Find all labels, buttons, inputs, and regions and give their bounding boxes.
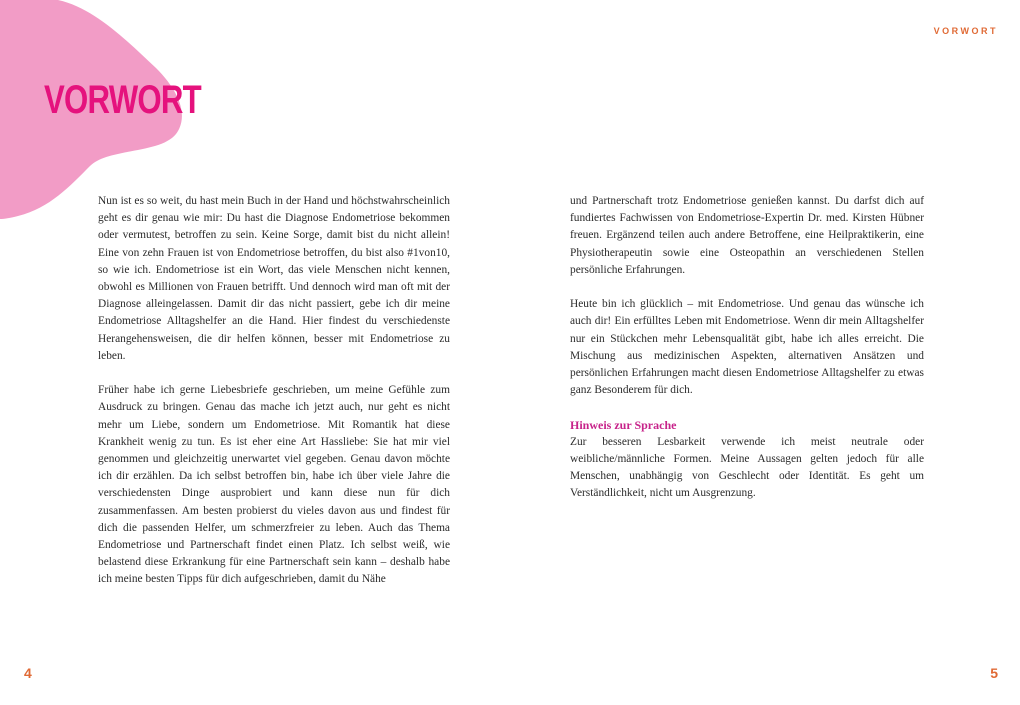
paragraph: und Partnerschaft trotz Endometriose genießen kannst. Du darfst dich auf fundiertes Fachwissen von Endometriose-Expertin Dr. med. Kirsten Hübner freuen. Ergänzend teilen auch andere Betroffene, eine Heilpraktikerin, eine Physiotherapeutin sowie eine Osteopathin an verschiedenen Stellen persönliche Erfahrungen. — [570, 195, 924, 276]
page-title: VORWORT — [44, 78, 201, 122]
language-note-heading: Hinweis zur Sprache — [570, 417, 677, 432]
running-head: VORWORT — [933, 26, 998, 36]
right-column — [570, 193, 924, 520]
language-note-text: Zur besseren Lesbarkeit verwende ich meist neutrale oder weibliche/männliche Formen. Meine Aussagen gelten jedoch für alle Menschen, unabhängig von Geschlecht oder Identität. Es geht um Verständlichkeit, nicht um Ausgrenzung. — [570, 435, 924, 500]
paragraph: Nun ist es so weit, du hast mein Buch in der Hand und höchstwahrscheinlich geht es dir genau wie mir: Du hast die Diagnose Endometriose bekommen oder vermutest, betroffen zu sein. Keine Sorge, damit bist du nicht allein! Eine von zehn Frauen ist von Endometriose betroffen, du bist also #1von10, so wie ich. Endometriose ist ein Wort, das viele Menschen nicht kennen, obwohl es Millionen von Frauen betrifft. Und dennoch wird man oft mit der Diagnose alleingelassen. Damit dir das nicht passiert, gebe ich dir meine Endometriose Alltagshelfer an die Hand. Hier findest du verschiedenste Herangehensweisen, die dir helfen können, besser mit Endometriose zu leben. — [98, 195, 450, 362]
paragraph: Heute bin ich glücklich – mit Endometriose. Und genau das wünsche ich auch dir! Ein erfülltes Leben mit Endometriose. Wenn dir mein Alltagshelfer nur ein Stückchen mehr Lebensqualität gibt, habe ich alles erreicht. Die Mischung aus medizinischen Aspekten, alternativen Ansätzen und persönlichen Erfahrungen macht diesen Endometriose Alltagshelfer zu etwas ganz Besonderem für dich. — [570, 298, 924, 397]
page-number-right: 5 — [990, 665, 998, 681]
paragraph: Früher habe ich gerne Liebesbriefe geschrieben, um meine Gefühle zum Ausdruck zu bringen. Genau das mache ich jetzt auch, nur geht es nicht mehr um Liebe, sondern um Endometriose. Mit Romantik hat diese Krankheit wenig zu tun. Es ist eher eine Art Hassliebe: Sie hat mir viel genommen und gleichzeitig unerwartet viel gegeben. Genau davon möchte ich dir erzählen. Da ich selbst betroffen bin, habe ich über viele Jahre die verschiedensten Dinge ausprobiert und kann diese nun für dich zusammenfassen. Am besten probierst du vieles davon aus und findest für dich die passenden Helfer, um schmerzfreier zu leben. Auch das Thema Endometriose und Partnerschaft findet einen Platz. Ich selbst weiß, wie belastend diese Erkrankung für eine Partnerschaft sein kann – deshalb habe ich meine besten Tipps für dich aufgeschrieben, damit du Nähe — [98, 384, 450, 586]
page-number-left: 4 — [24, 665, 32, 681]
left-column — [98, 193, 450, 606]
